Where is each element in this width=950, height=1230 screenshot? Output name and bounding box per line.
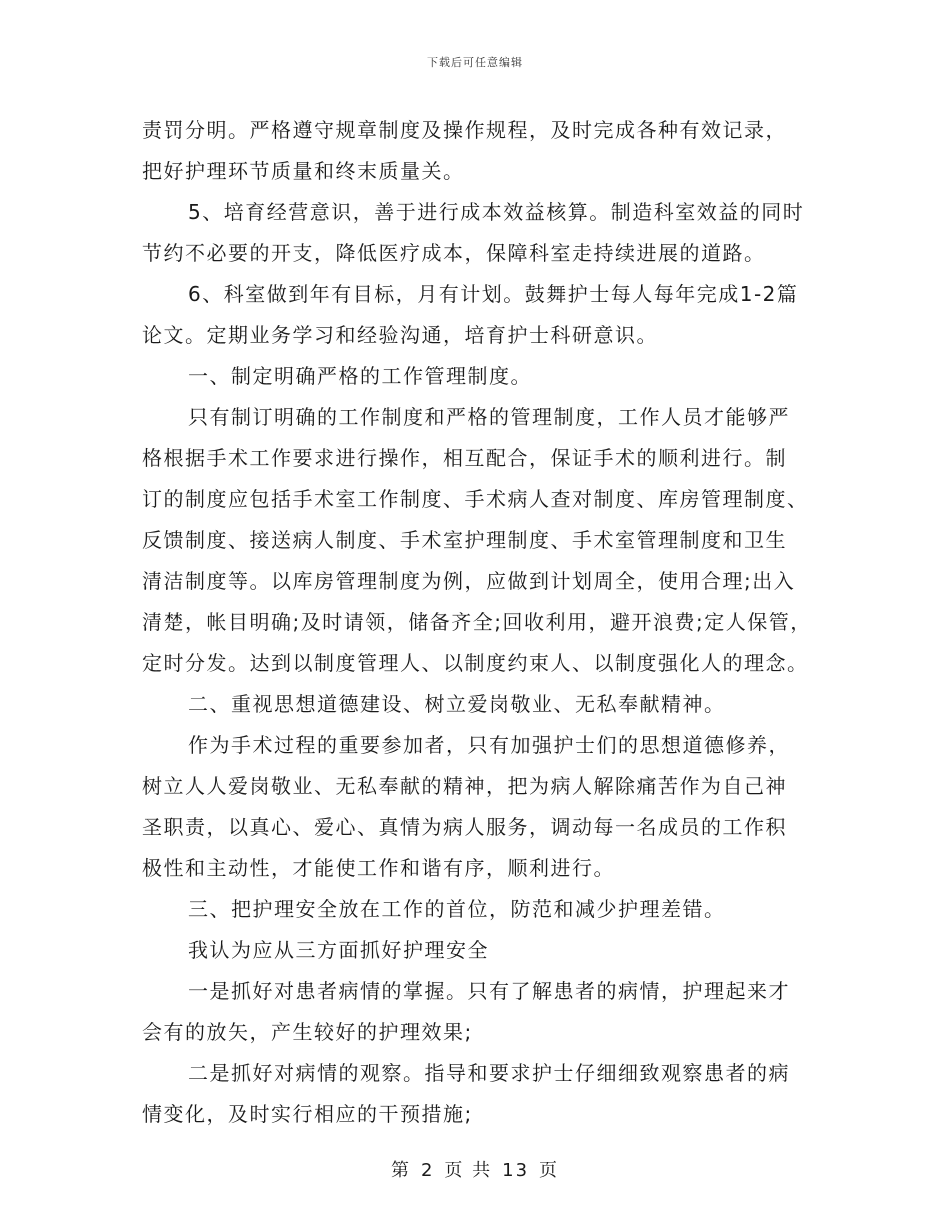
text-line: 清洁制度等。以库房管理制度为例，应做到计划周全，使用合理;出入 (142, 569, 796, 593)
total-page-count: 13 (502, 1160, 530, 1181)
current-page-number: 2 (420, 1160, 435, 1181)
page-number-footer (0, 1156, 950, 1182)
document-body (142, 110, 812, 1135)
text-line: 节约不必要的开支，降低医疗成本，保障科室走持续进展的道路。 (142, 241, 766, 265)
text-line: 树立人人爱岗敬业、无私奉献的精神，把为病人解除痛苦作为自己神 (142, 774, 787, 798)
page-middle: 页 共 (444, 1160, 493, 1181)
text-line: 订的制度应包括手术室工作制度、手术病人查对制度、库房管理制度、 (142, 487, 809, 511)
text-line: 清楚，帐目明确;及时请领，储备齐全;回收利用，避开浪费;定人保管， (142, 610, 812, 634)
text-line: 只有制订明确的工作制度和严格的管理制度，工作人员才能够严 (188, 405, 790, 429)
section-heading: 一、制定明确严格的工作管理制度。 (188, 364, 532, 388)
section-heading: 三、把护理安全放在工作的首位，防范和减少护理差错。 (188, 897, 726, 921)
text-line: 会有的放矢，产生较好的护理效果; (142, 1020, 473, 1044)
text-line: 论文。定期业务学习和经验沟通，培育护士科研意识。 (142, 323, 658, 347)
text-line: 反馈制度、接送病人制度、手术室护理制度、手术室管理制度和卫生 (142, 528, 787, 552)
text-line: 极性和主动性，才能使工作和谐有序，顺利进行。 (142, 856, 615, 880)
text-line: 情变化，及时实行相应的干预措施; (142, 1102, 473, 1126)
page-prefix: 第 (390, 1160, 411, 1181)
text-line: 作为手术过程的重要参加者，只有加强护士们的思想道德修养， (188, 733, 790, 757)
text-line: 6、科室做到年有目标，月有计划。鼓舞护士每人每年完成1-2篇 (188, 282, 799, 306)
text-line: 二是抓好对病情的观察。指导和要求护士仔细细致观察患者的病 (188, 1061, 790, 1085)
section-heading: 二、重视思想道德建设、树立爱岗敬业、无私奉献精神。 (188, 692, 726, 716)
text-line: 5、培育经营意识，善于进行成本效益核算。制造科室效益的同时 (188, 200, 805, 224)
text-line: 我认为应从三方面抓好护理安全 (188, 938, 489, 962)
page-header: 下载后可任意编辑 (427, 56, 523, 69)
text-line: 责罚分明。严格遵守规章制度及操作规程，及时完成各种有效记录， (142, 118, 787, 142)
text-line: 定时分发。达到以制度管理人、以制度约束人、以制度强化人的理念。 (142, 651, 809, 675)
text-line: 把好护理环节质量和终末质量关。 (142, 159, 465, 183)
text-line: 格根据手术工作要求进行操作，相互配合，保证手术的顺利进行。制 (142, 446, 787, 470)
text-line: 一是抓好对患者病情的掌握。只有了解患者的病情，护理起来才 (188, 979, 790, 1003)
text-line: 圣职责，以真心、爱心、真情为病人服务，调动每一名成员的工作积 (142, 815, 787, 839)
page-suffix: 页 (539, 1160, 560, 1181)
